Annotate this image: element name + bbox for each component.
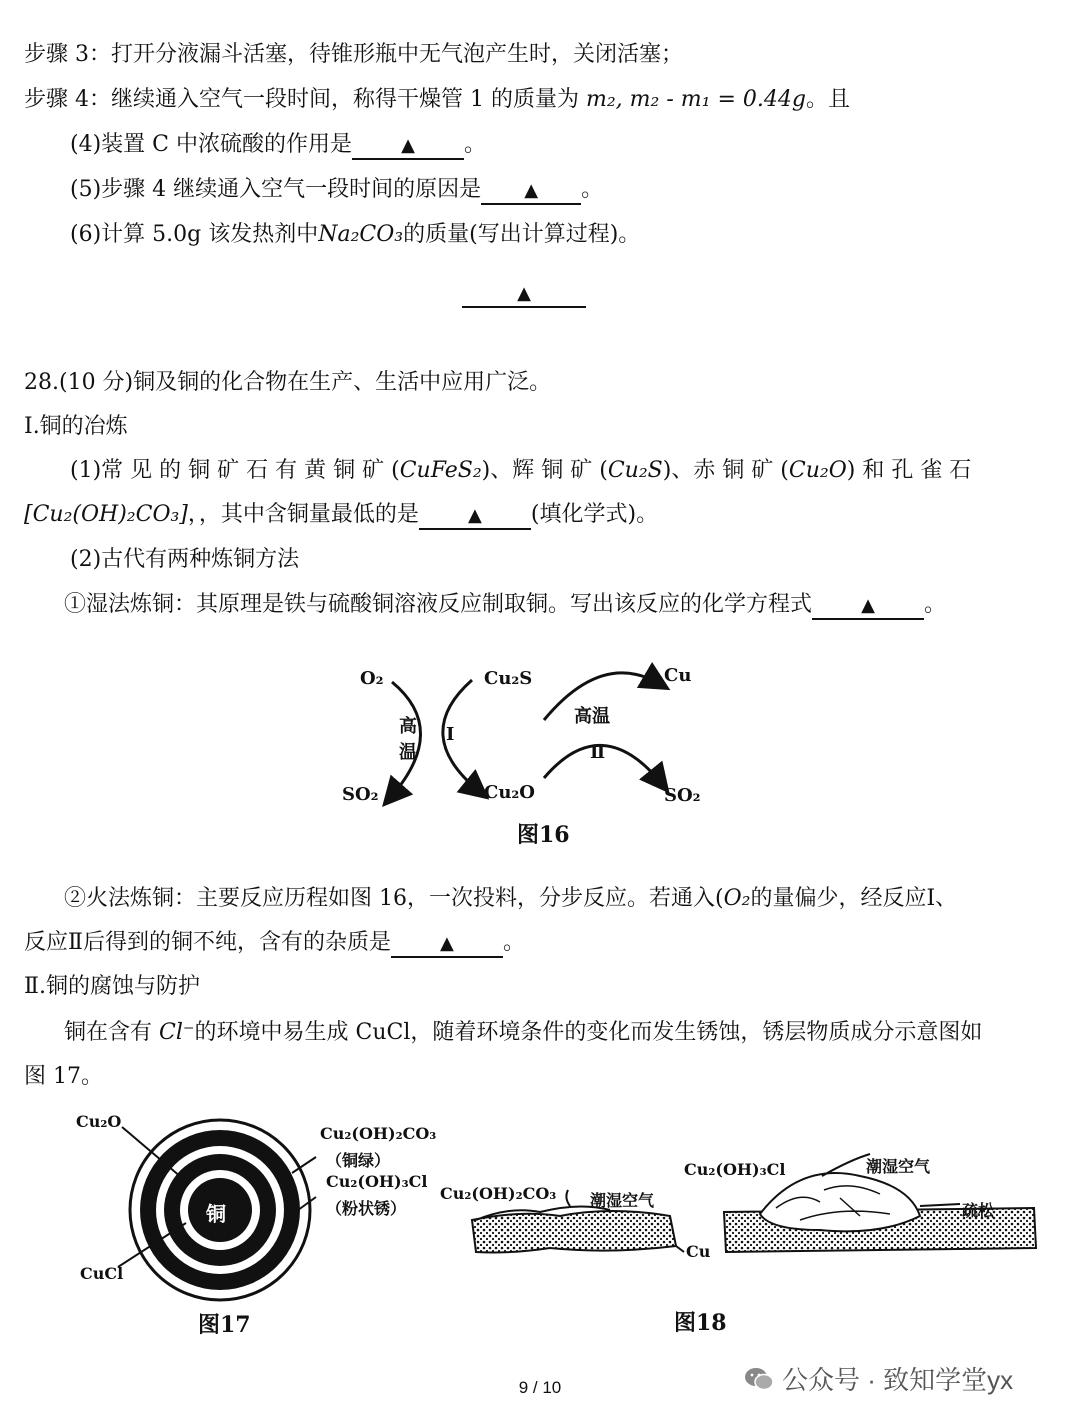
q28-1-line1 xyxy=(70,456,971,486)
fire-text-a: ②火法炼铜：主要反应历程如图 16，一次投料，分步反应。若通入( xyxy=(64,886,724,911)
q28-1-text-e: ，，其中含铜量最低的是 xyxy=(187,502,419,527)
question-6 xyxy=(70,220,640,250)
q4-end: 。 xyxy=(463,132,486,157)
watermark xyxy=(744,1360,1013,1397)
corrosion-line2: 图 17。 xyxy=(24,1064,103,1089)
fig18-humid-right: 潮湿空气 xyxy=(866,1157,931,1176)
fire-text-b: 的量偏少，经反应Ⅰ、 xyxy=(750,886,958,911)
formula-cufes2: CuFeS₂ xyxy=(399,458,482,483)
wechat-icon xyxy=(744,1366,774,1392)
question-5 xyxy=(70,175,603,205)
step3-text: 步骤 3：打开分液漏斗活塞，待锥形瓶中无气泡产生时，关闭活塞； xyxy=(24,42,683,67)
wet-end: 。 xyxy=(924,592,947,617)
fire-text-c: 反应Ⅱ后得到的铜不纯，含有的杂质是 xyxy=(24,930,391,955)
page-number: 9 / 10 xyxy=(518,1378,562,1397)
part1-title: Ⅰ.铜的冶炼 xyxy=(24,414,128,439)
answer-blank-q28-1[interactable]: ▲ xyxy=(419,504,531,530)
question-4 xyxy=(70,130,486,160)
step4-text: 步骤 4：继续通入空气一段时间，称得干燥管 1 的质量为 xyxy=(24,87,579,112)
fig16-cu2s: Cu₂S xyxy=(484,668,533,689)
fig17-caption: 图17 xyxy=(198,1312,251,1338)
fig17-cu2o: Cu₂O xyxy=(76,1112,122,1131)
q28-header: 28.(10 分)铜及铜的化合物在生产、生活中应用广泛。 xyxy=(24,370,552,395)
fig17-label2: Cu₂(OH)₃Cl xyxy=(326,1172,428,1191)
part2-title: Ⅱ.铜的腐蚀与防护 xyxy=(24,974,200,999)
fig18-humid-left: 潮湿空气 xyxy=(590,1191,655,1210)
fig17-cucl: CuCl xyxy=(80,1264,124,1283)
fig16-roman-2: Ⅱ xyxy=(590,742,606,763)
fig16-so2-left: SO₂ xyxy=(342,784,379,805)
q28-1-tail: (填化学式)。 xyxy=(530,502,659,527)
answer-blank-q4[interactable]: ▲ xyxy=(352,134,464,160)
fig18-cu: Cu xyxy=(686,1242,711,1261)
answer-blank-q6[interactable]: ▲ xyxy=(462,282,586,308)
fig16-so2-right: SO₂ xyxy=(664,785,701,806)
answer-blank-fire[interactable]: ▲ xyxy=(391,932,503,958)
q4-text: (4)装置 C 中浓硫酸的作用是 xyxy=(70,132,352,157)
answer-blank-q5[interactable]: ▲ xyxy=(481,179,581,205)
fig16-roman-1: Ⅰ xyxy=(446,724,455,745)
corrosion-line1 xyxy=(64,1018,982,1048)
wet-method-line xyxy=(64,590,946,620)
corr-text-b: 的环境中易生成 CuCl，随着环境条件的变化而发生锈蚀，锈层物质成分示意图如 xyxy=(194,1020,983,1045)
formula-cu2o: Cu₂O xyxy=(788,458,847,483)
fig16-high-1a: 高 xyxy=(399,716,417,737)
fig18-left-label: Cu₂(OH)₂CO₃ xyxy=(440,1184,557,1203)
q6-formula: Na₂CO₃ xyxy=(318,222,404,247)
step4-tail: 。且 xyxy=(805,87,850,112)
q28-1-text-c: )、赤 铜 矿 ( xyxy=(662,458,789,483)
fig17-label1: Cu₂(OH)₂CO₃ xyxy=(320,1124,437,1143)
leader-loose xyxy=(920,1204,960,1206)
q5-text: (5)步骤 4 继续通入空气一段时间的原因是 xyxy=(70,177,482,202)
q28-1-text-a: (1)常 见 的 铜 矿 石 有 黄 铜 矿 ( xyxy=(70,458,400,483)
fig16-high-1b: 温 xyxy=(399,742,417,763)
formula-malachite: [Cu₂(OH)₂CO₃] xyxy=(24,502,188,527)
q6-answer-line xyxy=(462,278,586,308)
fig17-label2-note: （粉状锈） xyxy=(326,1199,407,1218)
fig17-label1-note: （铜绿） xyxy=(326,1151,391,1170)
left-copper-block xyxy=(472,1211,676,1253)
answer-blank-wet[interactable]: ▲ xyxy=(812,594,924,620)
step4-line xyxy=(24,85,850,115)
step4-formula: m₂ - m₁ = 0.44g xyxy=(629,87,806,112)
fig16-o2: O₂ xyxy=(360,668,384,689)
fig16-cu2o: Cu₂O xyxy=(484,782,535,803)
q28-2-title: (2)古代有两种炼铜方法 xyxy=(70,547,300,572)
corr-text-a: 铜在含有 xyxy=(64,1020,153,1045)
fig18-loose: 疏松 xyxy=(962,1201,995,1220)
fig16-caption: 图16 xyxy=(517,822,570,848)
chloride-ion: Cl⁻ xyxy=(159,1020,195,1045)
leader-humid-left xyxy=(566,1190,570,1206)
fire-o2: O₂ xyxy=(723,886,751,911)
fig18-caption: 图18 xyxy=(674,1310,727,1336)
fig16-high-2: 高温 xyxy=(574,706,610,727)
q28-1-text-b: )、辉 铜 矿 ( xyxy=(481,458,608,483)
q5-end: 。 xyxy=(581,177,604,202)
watermark-text: 公众号 · 致知学堂yx xyxy=(782,1365,1014,1395)
q28-1-line2 xyxy=(24,500,658,530)
fig17-center: 铜 xyxy=(206,1202,226,1226)
fig16-cu: Cu xyxy=(664,665,692,686)
q6-text-b: 的质量(写出计算过程)。 xyxy=(403,222,641,247)
fire-method-line1 xyxy=(64,884,957,914)
step4-m2: m₂, xyxy=(585,87,623,112)
formula-cu2s: Cu₂S xyxy=(607,458,663,483)
leader-cu xyxy=(676,1246,684,1252)
fire-method-line2 xyxy=(24,928,525,958)
fire-end: 。 xyxy=(502,930,525,955)
fig18-right-label: Cu₂(OH)₃Cl xyxy=(684,1160,786,1179)
q6-text-a: (6)计算 5.0g 该发热剂中 xyxy=(70,222,319,247)
q28-1-text-d: ) 和 孔 雀 石 xyxy=(846,458,972,483)
wet-method-text: ①湿法炼铜：其原理是铁与硫酸铜溶液反应制取铜。写出该反应的化学方程式 xyxy=(64,592,813,617)
